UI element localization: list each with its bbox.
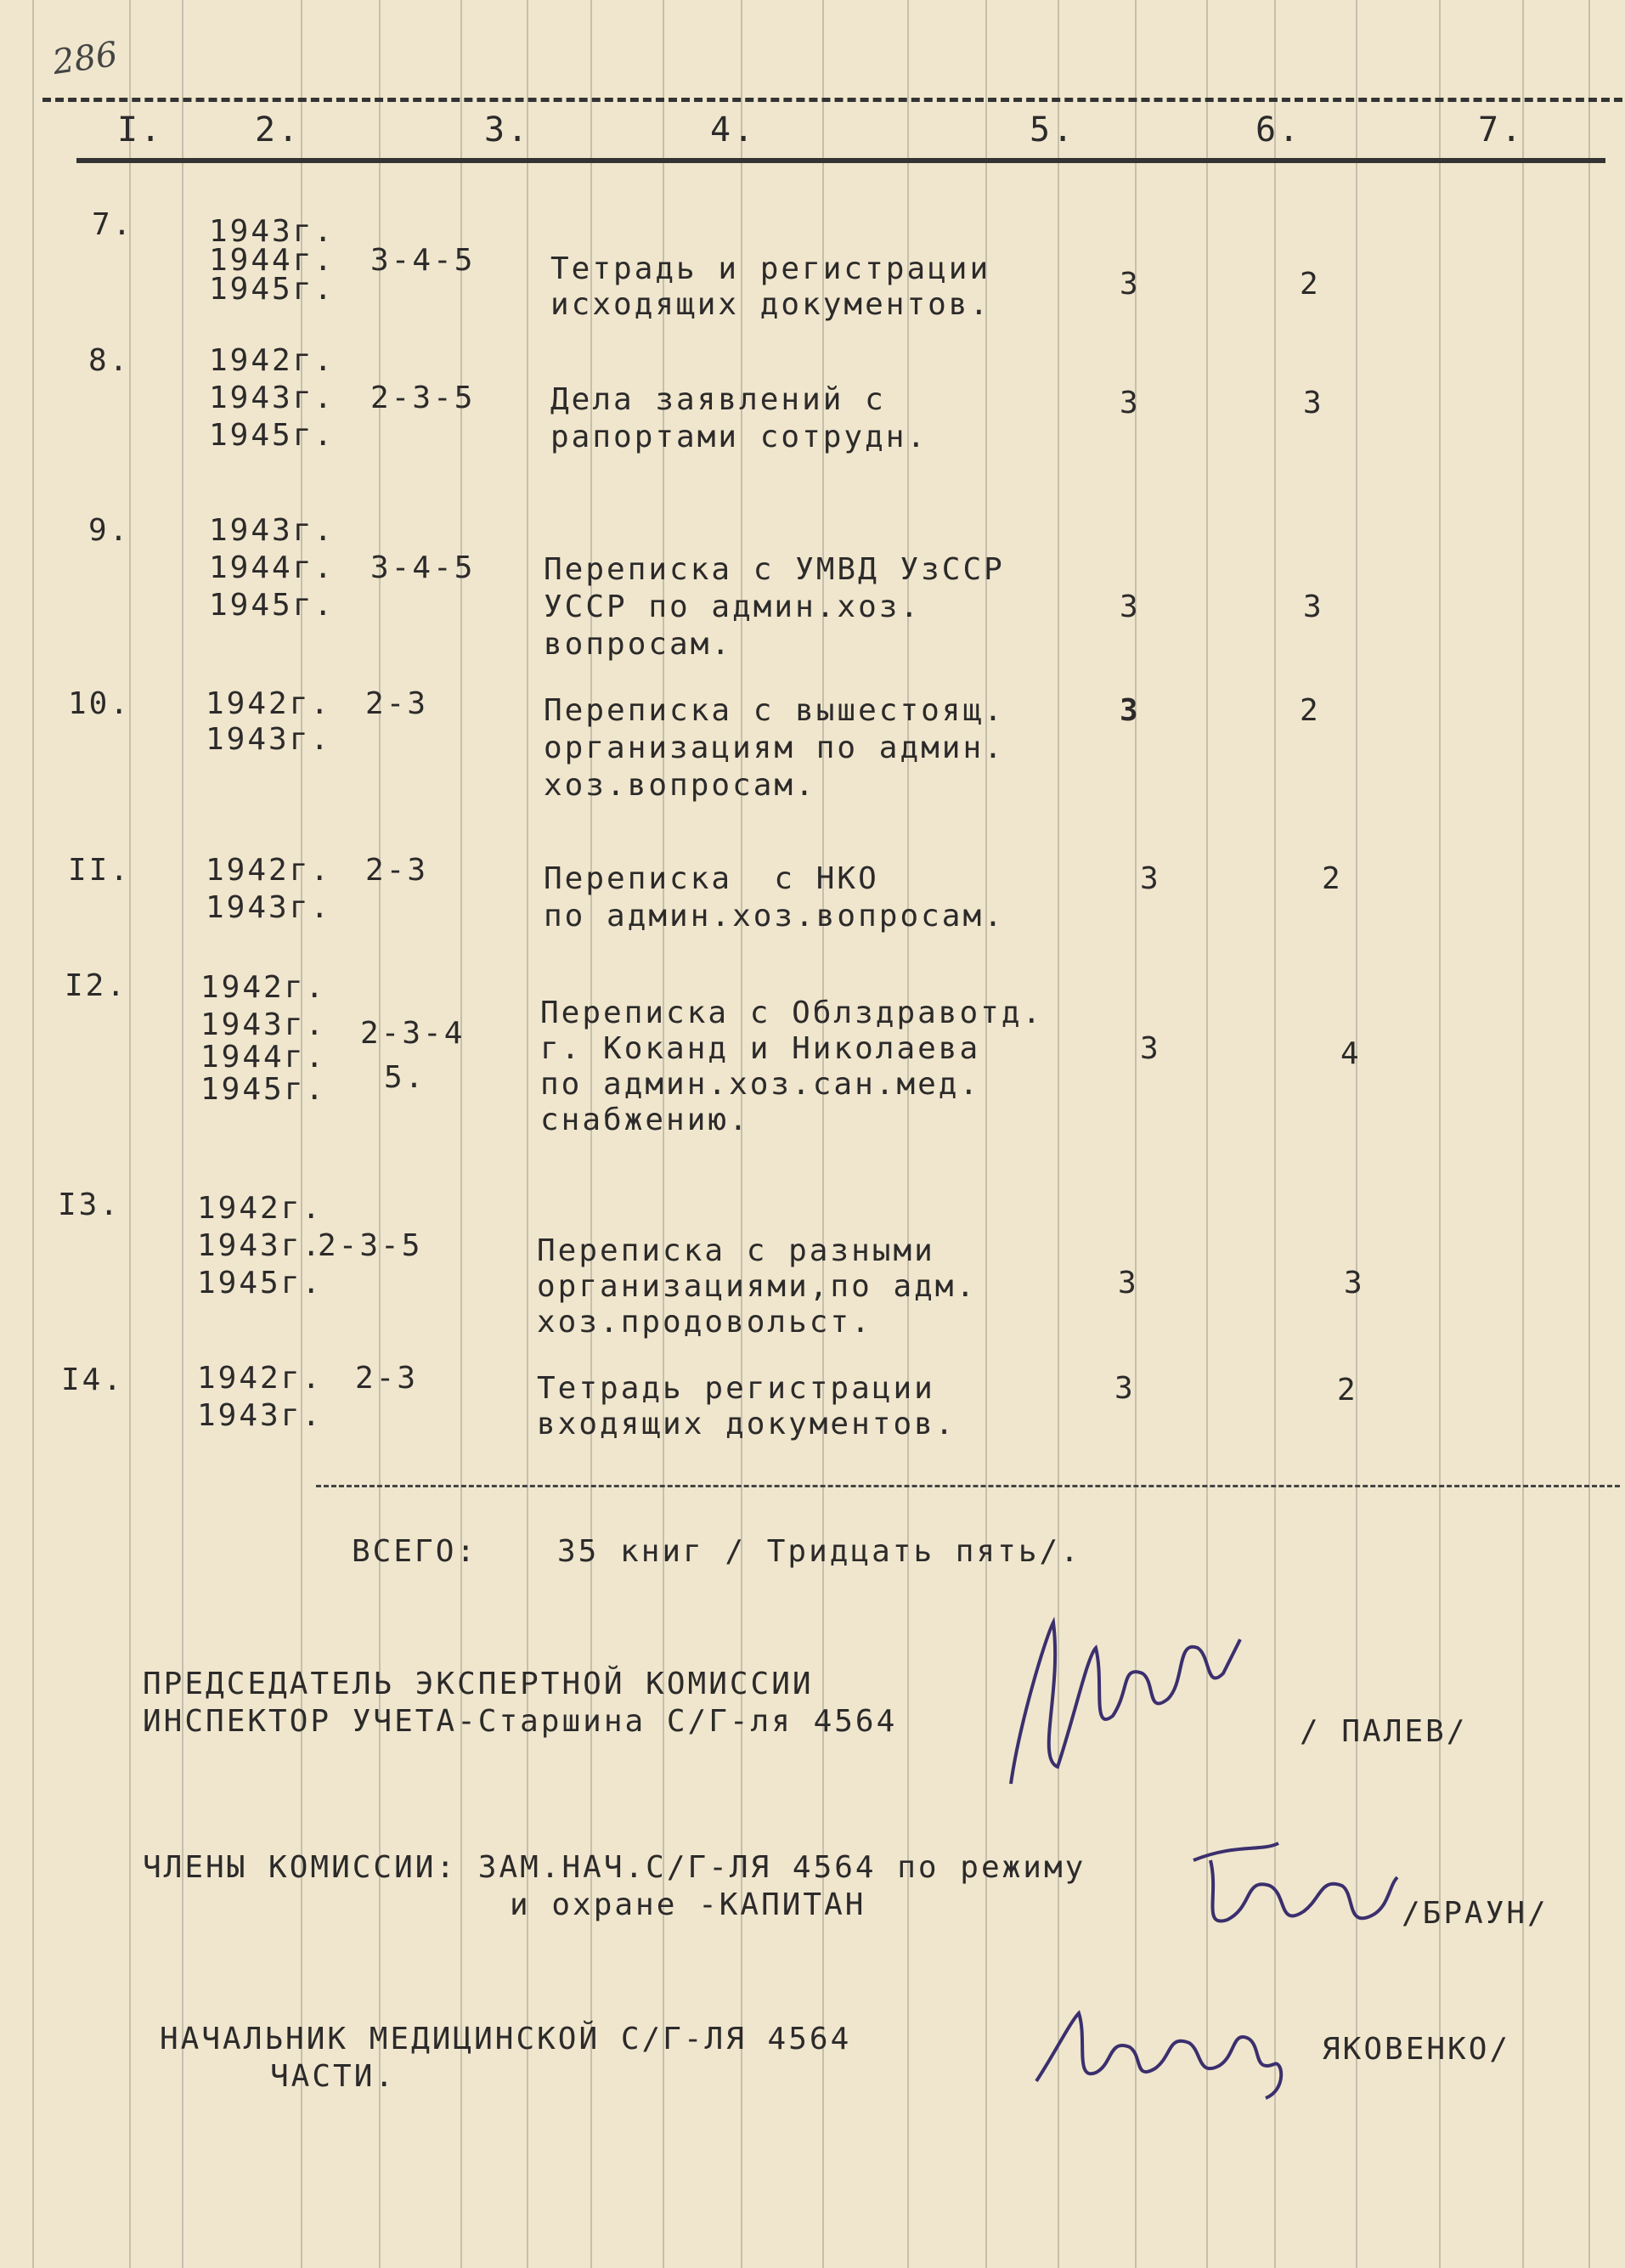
row-year: 1945г. [209, 588, 336, 623]
column-header-7: 7. [1478, 110, 1525, 150]
ruling-line [1588, 0, 1590, 2268]
row-title-line: Переписка с УМВД УзССР [544, 552, 1005, 587]
row-title-line: по админ.хоз.сан.мед. [540, 1067, 981, 1102]
row-number: II. [68, 853, 132, 888]
row-title-line: организациям по админ. [544, 731, 1005, 765]
row-col6-value: 3 [1303, 386, 1324, 420]
row-col5-value: 3 [1120, 386, 1141, 420]
row-year: 1945г. [209, 272, 336, 307]
row-title-line: Переписка с Облздравотд. [540, 996, 1044, 1030]
row-title-line: Дела заявлений с [550, 382, 886, 417]
header-bottom-rule [76, 158, 1605, 163]
members-title: ЧЛЕНЫ КОМИССИИ: ЗАМ.НАЧ.С/Г-ЛЯ 4564 по режиму [143, 1850, 1086, 1885]
chairman-position: ИНСПЕКТОР УЧЕТА-Старшина С/Г-ля 4564 [143, 1704, 898, 1739]
medical-title: НАЧАЛЬНИК МЕДИЦИНСКОЙ С/Г-ЛЯ 4564 [160, 2022, 852, 2056]
ruling-line [379, 0, 381, 2268]
row-col5-value: 3 [1140, 1031, 1161, 1066]
row-code: 2-3 [365, 853, 429, 888]
ruling-line [32, 0, 34, 2268]
row-col6-value: 2 [1300, 267, 1321, 302]
column-header-6: 6. [1255, 110, 1302, 150]
row-title-line: исходящих документов. [550, 287, 991, 322]
row-year: 1943г. [209, 513, 336, 548]
column-header-1: I. [117, 110, 164, 150]
row-number: I3. [58, 1188, 121, 1222]
row-col5-value: 3 [1118, 1266, 1139, 1300]
row-year: 1942г. [200, 970, 327, 1005]
row-year: 1945г. [200, 1072, 327, 1107]
row-title-line: рапортами сотрудн. [550, 420, 928, 454]
row-title-line: вопросам. [544, 627, 733, 662]
column-header-3: 3. [484, 110, 531, 150]
ruling-line [460, 0, 462, 2268]
members-name: /БРАУН/ [1402, 1896, 1549, 1931]
row-year: 1942г. [209, 343, 336, 378]
row-number: 8. [88, 343, 131, 378]
chairman-signature [994, 1588, 1249, 1792]
row-code: 2-3-5 [318, 1228, 423, 1263]
row-year: 1942г. [206, 853, 332, 888]
row-title-line: УССР по админ.хоз. [544, 590, 922, 624]
row-number: 10. [68, 686, 132, 721]
row-year: 1943г. [209, 214, 336, 249]
ruling-line [822, 0, 824, 2268]
row-title-line: Переписка с разными [537, 1233, 935, 1268]
medical-name: ЯКОВЕНКО/ [1322, 2032, 1511, 2067]
row-year: 1945г. [209, 418, 336, 453]
row-col6-value: 3 [1344, 1266, 1365, 1300]
row-code: 5. [384, 1060, 426, 1095]
row-code: 2-3-4 [360, 1016, 465, 1051]
chairman-name: / ПАЛЕВ/ [1300, 1714, 1468, 1749]
row-number: 7. [92, 207, 134, 242]
row-col6-value: 2 [1322, 861, 1343, 896]
row-year: 1943г. [206, 722, 332, 757]
table-end-rule [316, 1485, 1620, 1487]
row-title-line: организациями,по адм. [537, 1269, 978, 1304]
medical-signature [1028, 1988, 1317, 2107]
row-col6-value: 2 [1300, 693, 1321, 728]
total-text: 35 книг / Тридцать пять/. [557, 1534, 1081, 1569]
row-title-line: по админ.хоз.вопросам. [544, 899, 1005, 934]
row-code: 2-3 [365, 686, 429, 721]
row-title-line: Тетрадь и регистрации [550, 251, 991, 286]
row-code: 2-3-5 [370, 381, 476, 415]
row-col5-value: 3 [1120, 693, 1141, 728]
chairman-title: ПРЕДСЕДАТЕЛЬ ЭКСПЕРТНОЙ КОМИССИИ [143, 1667, 814, 1701]
row-title-line: снабжению. [540, 1103, 750, 1137]
row-year: 1942г. [197, 1191, 324, 1226]
ruling-line [129, 0, 131, 2268]
row-year: 1943г. [206, 890, 332, 925]
row-code: 3-4-5 [370, 550, 476, 585]
row-year: 1943г. [197, 1398, 324, 1433]
column-header-5: 5. [1030, 110, 1076, 150]
row-col6-value: 2 [1337, 1373, 1358, 1408]
row-number: I4. [61, 1362, 125, 1397]
row-title-line: хоз.продовольст. [537, 1305, 872, 1340]
members-position: и охране -КАПИТАН [510, 1887, 866, 1922]
row-col5-value: 3 [1120, 590, 1141, 624]
row-year: 1944г. [209, 243, 336, 278]
row-year: 1942г. [206, 686, 332, 721]
ruling-line [182, 0, 183, 2268]
row-title-line: Переписка с НКО [544, 861, 879, 896]
row-col5-value: 3 [1120, 267, 1141, 302]
member-signature [1185, 1826, 1406, 1954]
ruling-line [301, 0, 302, 2268]
column-header-2: 2. [255, 110, 302, 150]
page-number-note: 286 [50, 34, 121, 83]
row-title-line: входящих документов. [537, 1407, 956, 1441]
row-year: 1945г. [197, 1266, 324, 1300]
row-col5-value: 3 [1114, 1371, 1136, 1406]
ruling-line [1135, 0, 1137, 2268]
row-col5-value: 3 [1140, 861, 1161, 896]
total-label: ВСЕГО: [352, 1534, 478, 1569]
row-title-line: г. Коканд и Николаева [540, 1031, 981, 1066]
column-header-4: 4. [710, 110, 757, 150]
medical-position: ЧАСТИ. [270, 2059, 397, 2094]
ruling-line [907, 0, 909, 2268]
ruling-line [1058, 0, 1059, 2268]
row-title-line: хоз.вопросам. [544, 768, 816, 803]
row-year: 1943г. [209, 381, 336, 415]
ruling-line [985, 0, 987, 2268]
row-year: 1944г. [209, 550, 336, 585]
row-year: 1943г. [200, 1007, 327, 1042]
row-number: I2. [65, 968, 128, 1003]
row-col6-value: 4 [1340, 1036, 1362, 1071]
row-year: 1942г. [197, 1361, 324, 1396]
row-code: 2-3 [355, 1361, 419, 1396]
row-year: 1943г. [197, 1228, 324, 1263]
row-code: 3-4-5 [370, 243, 476, 278]
row-number: 9. [88, 513, 131, 548]
ruling-line [527, 0, 528, 2268]
row-col6-value: 3 [1303, 590, 1324, 624]
row-title-line: Переписка с вышестоящ. [544, 693, 1005, 728]
header-top-rule [42, 98, 1622, 102]
row-title-line: Тетрадь регистрации [537, 1371, 935, 1406]
row-year: 1944г. [200, 1040, 327, 1075]
